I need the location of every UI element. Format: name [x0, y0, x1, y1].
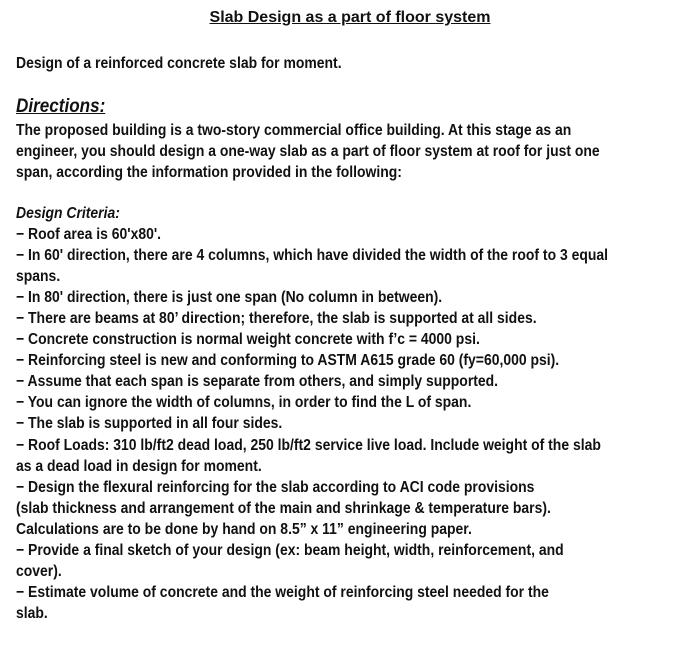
criteria-line: − Provide a final sketch of your design (ex: beam height, width, reinforcement, and: [16, 541, 564, 559]
criteria-line: (slab thickness and arrangement of the main and shrinkage & temperature bars).: [16, 499, 551, 517]
criteria-line: − In 60' direction, there are 4 columns, which have divided the width of the roof to 3 equal: [16, 247, 609, 265]
criteria-line: − Design the flexural reinforcing for the slab according to ACI code provisions: [16, 478, 535, 496]
criteria-line: cover).: [16, 562, 62, 580]
criteria-line: − Assume that each span is separate from others, and simply supported.: [16, 373, 499, 391]
criteria-line: − There are beams at 80’ direction; therefore, the slab is supported at all sides.: [16, 310, 537, 328]
criteria-line: − The slab is supported in all four sides.: [16, 415, 283, 433]
criteria-line: − Reinforcing steel is new and conforming to ASTM A615 grade 60 (fy=60,000 psi).: [16, 352, 560, 370]
criteria-line: − In 80' direction, there is just one span (No column in between).: [16, 289, 443, 307]
directions-line: engineer, you should design a one-way slab as a part of floor system at roof for just one: [16, 143, 600, 160]
criteria-heading: Design Criteria:: [16, 205, 120, 222]
title-text: Slab Design as a part of floor system: [209, 9, 491, 26]
criteria-line: − You can ignore the width of columns, in order to find the L of span.: [16, 394, 472, 412]
directions-line: span, according the information provided in the following:: [16, 164, 402, 181]
criteria-line: − Roof Loads: 310 lb/ft2 dead load, 250 lb/ft2 service live load. Include weight of the slab: [16, 436, 601, 454]
criteria-line: − Concrete construction is normal weight concrete with f’c = 4000 psi.: [16, 331, 480, 349]
criteria-line: slab.: [16, 604, 48, 622]
criteria-line: as a dead load in design for moment.: [16, 457, 262, 475]
criteria-line: Calculations are to be done by hand on 8.5” x 11” engineering paper.: [16, 520, 472, 538]
criteria-line: − Roof area is 60'x80'.: [16, 226, 162, 243]
document-title: [0, 9, 700, 27]
directions-heading: Directions:: [16, 96, 106, 117]
subtitle: Design of a reinforced concrete slab for moment.: [16, 55, 342, 72]
criteria-line: spans.: [16, 268, 61, 286]
directions-line: The proposed building is a two-story commercial office building. At this stage as an: [16, 122, 572, 139]
criteria-line: − Estimate volume of concrete and the weight of reinforcing steel needed for the: [16, 583, 549, 601]
